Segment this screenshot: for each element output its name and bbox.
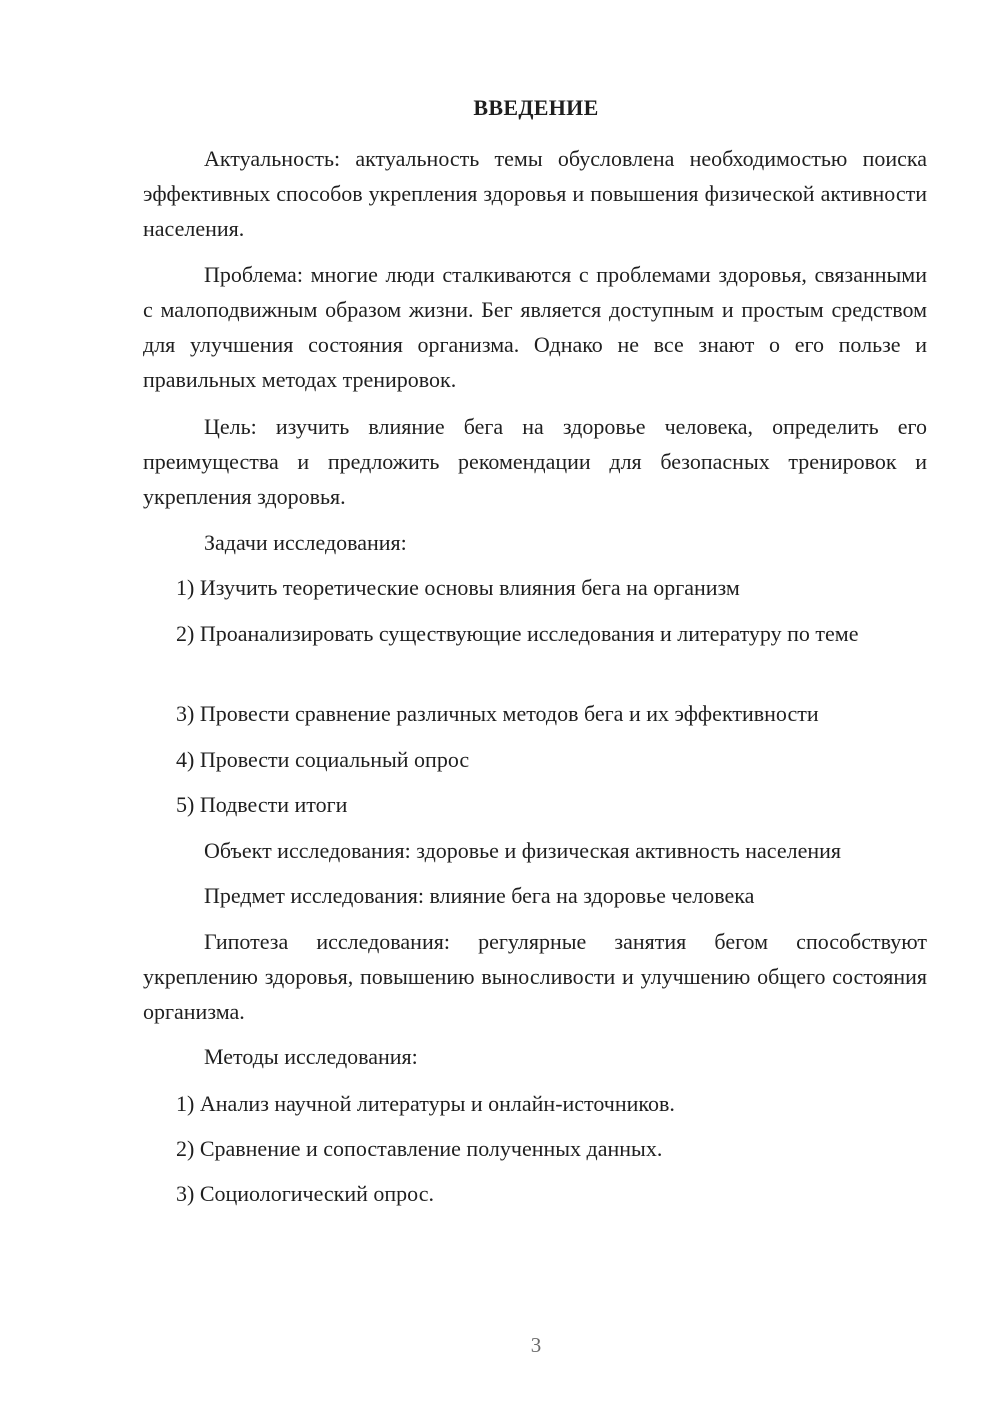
tasks-heading: Задачи исследования: <box>204 530 407 555</box>
goal-text: Цель: изучить влияние бега на здоровье человека, определить его преимущества и предложить рекомендации для безопасных тренировок и укрепления здоровья. <box>143 414 927 509</box>
method-text-1: 1) Анализ научной литературы и онлайн-источников. <box>176 1091 675 1116</box>
task-item-2 <box>143 616 927 651</box>
hypothesis-text: Гипотеза исследования: регулярные занятия бегом способствуют укреплению здоровья, повышению выносливости и улучшению общего состояния организма. <box>143 929 927 1024</box>
task-item-1 <box>143 570 927 605</box>
task-text-1: 1) Изучить теоретические основы влияния бега на организм <box>176 575 740 600</box>
task-text-5: 5) Подвести итоги <box>176 792 348 817</box>
tasks-heading-block <box>143 525 927 560</box>
task-text-2: 2) Проанализировать существующие исследования и литературу по теме <box>176 621 859 646</box>
page-title: ВВЕДЕНИЕ <box>473 95 599 120</box>
relevance-paragraph <box>143 141 927 246</box>
page-number: 3 <box>530 1333 542 1357</box>
method-item-1 <box>143 1086 927 1121</box>
methods-heading: Методы исследования: <box>204 1044 418 1069</box>
task-text-3: 3) Провести сравнение различных методов бега и их эффективности <box>176 701 819 726</box>
subject-text: Предмет исследования: влияние бега на здоровье человека <box>204 883 755 908</box>
task-item-5 <box>143 787 927 822</box>
method-item-3 <box>143 1176 927 1211</box>
relevance-text: Актуальность: актуальность темы обусловлена необходимостью поиска эффективных способов укрепления здоровья и повышения физической активности населения. <box>143 146 927 241</box>
problem-text: Проблема: многие люди сталкиваются с проблемами здоровья, связанными с малоподвижным образом жизни. Бег является доступным и простым средством для улучшения состояния организма. Однако не все знают о его пользе и правильных методах тренировок. <box>143 262 927 392</box>
subject-block <box>143 878 927 913</box>
object-block <box>143 833 927 868</box>
method-item-2 <box>143 1131 927 1166</box>
object-text: Объект исследования: здоровье и физическая активность населения <box>204 838 842 863</box>
method-text-2: 2) Сравнение и сопоставление полученных данных. <box>176 1136 663 1161</box>
task-text-4: 4) Провести социальный опрос <box>176 747 470 772</box>
task-item-4 <box>143 742 927 777</box>
task-item-3 <box>143 696 927 731</box>
hypothesis-paragraph <box>143 924 927 1029</box>
methods-heading-block <box>143 1039 927 1074</box>
problem-paragraph <box>143 257 927 397</box>
goal-paragraph <box>143 409 927 514</box>
method-text-3: 3) Социологический опрос. <box>176 1181 434 1206</box>
